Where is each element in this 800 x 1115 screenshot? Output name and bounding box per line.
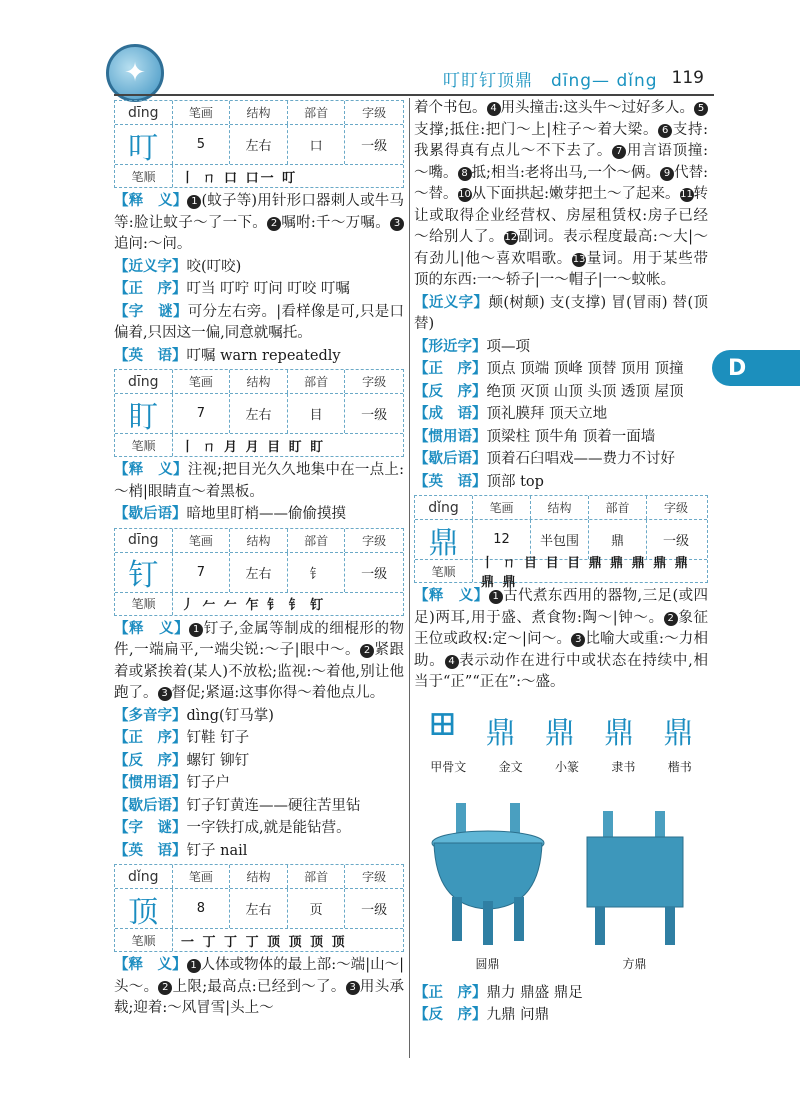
label-radical: 部首 [288, 865, 346, 888]
label-structure: 结构 [230, 370, 288, 393]
definition-text: dìng(钉马掌) [186, 707, 274, 724]
radical-value: 页 [288, 889, 346, 928]
sense-number: 12 [504, 232, 518, 243]
section-tag: 【反 序】 [414, 382, 487, 400]
sense-number: 13 [572, 253, 586, 265]
section-tag: 【歇后语】 [114, 796, 187, 814]
left-column [114, 98, 404, 1103]
section-tag: 【歇后语】 [414, 450, 487, 467]
definition-text: 钉鞋 钉子 [186, 730, 250, 746]
definition-line [414, 448, 708, 471]
level-value: 一级 [361, 566, 388, 582]
page-number: 119 [671, 68, 704, 88]
round-ding-image [428, 797, 548, 947]
definition-text: 暗地里盯梢——偷偷摸摸 [186, 506, 346, 522]
radical-value: 钅 [288, 553, 346, 592]
definition-line [414, 1004, 708, 1027]
definition-text: 1 古代煮东西用的器物,三足(或四足)两耳,用于盛、煮食物:陶～|钟～。 2 象征王位或政权:定～|问～。 3 比喻大或重:～力相助。 4 表示动作在进行中或状态在持续中,相当于“正”“正在”:～盛。 [414, 588, 709, 690]
definition-text: 顶礼膜拜 顶天立地 [486, 406, 608, 422]
sense-number: 1 [187, 959, 201, 973]
stroke-order: 丨 ㄇ 月 月 目 盯 盯 [181, 439, 326, 455]
section-tag: 【多音字】 [114, 706, 187, 724]
definition-text: 1 钉子,金属等制成的细棍形的物件,一端扁平,一端尖锐:～子|眼中～。 2 紧跟着或紧挨着(某人)不放松;监视:～着他,别让他跑了。 3 督促;紧逼:这事你得～着他点儿。 [114, 620, 404, 701]
definition-text: 绝顶 灭顶 山顶 头顶 透顶 屋顶 [486, 383, 684, 400]
section-tag: 【正 序】 [414, 983, 487, 1001]
section-tag: 【英 语】 [414, 472, 487, 490]
label-stroke-order: 笔顺 [115, 593, 173, 615]
sense-number: 2 [360, 644, 374, 658]
page-header [414, 64, 704, 92]
definition-line [414, 426, 708, 449]
section-tag: 【字 谜】 [114, 819, 187, 836]
headword-char: 鼎 [415, 520, 473, 559]
sense-number: 11 [680, 189, 693, 200]
book-logo-icon: ✦ [106, 44, 164, 102]
sense-number: 1 [489, 590, 503, 604]
pinyin: dīng [115, 101, 173, 124]
section-tag: 【释 义】 [114, 956, 187, 973]
script-glyph: 鼎 [544, 715, 575, 751]
character-table [414, 495, 708, 590]
definition-text: 一字铁打成,就是能钻营。 [186, 820, 351, 836]
label-radical: 部首 [589, 496, 647, 519]
stroke-count: 5 [173, 125, 231, 164]
definition-line [414, 98, 708, 292]
column-divider [409, 98, 410, 1058]
radical-value: 目 [288, 394, 346, 433]
definition-line [114, 278, 404, 301]
radical-value: 鼎 [589, 520, 647, 559]
sense-number: 5 [694, 102, 708, 116]
section-tag: 【歇后语】 [114, 505, 187, 522]
sense-number: 7 [612, 145, 626, 159]
label-structure: 结构 [230, 529, 288, 552]
definition-line [414, 292, 708, 336]
sense-number: 3 [390, 217, 404, 231]
definition-text: 1 人体或物体的最上部:～端|山～|头～。 2 上限;最高点:已经到～了。 3 用头承载;迎着:～风冒雪|头上～ [114, 957, 405, 1016]
level-value: 一级 [361, 408, 388, 423]
level-value: 一级 [662, 534, 689, 549]
section-tag: 【英 语】 [114, 346, 187, 364]
definition-line [114, 795, 404, 818]
level-value: 一级 [361, 139, 388, 154]
label-level: 字级 [663, 501, 688, 515]
definition-text: 顶着石臼唱戏——费力不讨好 [486, 451, 675, 467]
label-stroke-order: 笔顺 [115, 165, 173, 187]
label-strokes: 笔画 [173, 101, 231, 124]
definition-line [114, 840, 404, 863]
label-strokes: 笔画 [173, 370, 231, 393]
label-structure: 结构 [230, 865, 288, 888]
definition-line [114, 817, 404, 840]
section-tag: 【惯用语】 [114, 774, 187, 791]
structure-value: 左右 [230, 125, 288, 164]
definition-line [114, 503, 404, 526]
definition-line [114, 954, 404, 1020]
sense-number: 1 [187, 195, 201, 209]
structure-value: 左右 [230, 553, 288, 592]
sense-number: 2 [664, 612, 678, 626]
script-name: 甲骨文 [430, 759, 467, 774]
headword-char: 顶 [115, 889, 173, 928]
definition-line [414, 358, 708, 381]
pinyin: dǐng [115, 865, 173, 888]
label-strokes: 笔画 [173, 865, 231, 888]
definition-line [114, 301, 404, 345]
script-name: 隶书 [611, 759, 636, 774]
definition-line [114, 705, 404, 728]
definition-text: 螺钉 铆钉 [186, 752, 250, 769]
label-level: 字级 [362, 106, 387, 120]
definition-text: 叮嘱 warn repeatedly [186, 347, 341, 364]
definition-text: 注视;把目光久久地集中在一点上:～梢|眼睛直～着黑板。 [114, 462, 404, 500]
definition-line [114, 772, 404, 795]
section-tag: 【反 序】 [114, 751, 187, 769]
definition-line [114, 750, 404, 773]
sense-number: 1 [189, 623, 203, 637]
definition-text: 顶梁柱 顶牛角 顶着一面墙 [486, 428, 656, 445]
script-glyph: 鼎 [663, 715, 694, 751]
label-level: 字级 [362, 375, 387, 389]
section-tag: 【释 义】 [414, 587, 489, 604]
right-column [414, 98, 708, 1103]
definition-line [414, 336, 708, 359]
definition-text: 可分左右旁。|看样像是可,只是口偏着,只因这一偏,同意就嘱托。 [114, 303, 404, 341]
vessel-illustrations [414, 797, 708, 947]
script-glyph: 鼎 [604, 715, 635, 751]
level-value: 一级 [361, 903, 388, 918]
header-title: 叮盯钉顶鼎 dīng— dǐng [442, 70, 658, 91]
sense-number: 2 [267, 217, 281, 231]
sense-number: 9 [660, 167, 674, 181]
section-tag: 【反 序】 [414, 1006, 487, 1023]
label-structure: 结构 [531, 496, 589, 519]
label-stroke-order: 笔顺 [115, 434, 173, 456]
vessel-labels [414, 955, 708, 972]
definition-line [414, 381, 708, 404]
definition-text: 咬(叮咬) [186, 258, 242, 275]
headword-char: 钉 [115, 553, 173, 592]
sense-number: 3 [346, 981, 360, 995]
definition-line [114, 345, 404, 368]
stroke-order: 丿 𠂉 𠂉 乍 钅 钅 钉 [181, 598, 326, 613]
definition-text: 顶点 顶端 顶峰 顶替 顶用 顶撞 [486, 361, 684, 377]
definition-text: 钉子户 [186, 775, 230, 791]
label-level: 字级 [362, 870, 387, 884]
sense-number: 3 [571, 633, 585, 647]
vessel-name: 方鼎 [622, 956, 647, 971]
definition-line [414, 403, 708, 426]
script-glyph: 𐌎 [428, 707, 457, 743]
definition-text: 叮当 叮咛 叮问 叮咬 叮嘱 [186, 281, 350, 297]
character-table [114, 864, 404, 952]
definition-line [114, 727, 404, 750]
definition-line [114, 256, 404, 279]
pinyin: dīng [115, 529, 173, 552]
square-ding-image [575, 807, 695, 947]
sense-number: 3 [158, 687, 172, 701]
sense-number: 4 [487, 102, 501, 116]
structure-value: 左右 [230, 889, 288, 928]
label-stroke-order: 笔顺 [115, 929, 173, 951]
sense-number: 2 [158, 981, 172, 995]
label-strokes: 笔画 [473, 496, 531, 519]
section-tag: 【成 语】 [414, 405, 487, 422]
definition-line [114, 190, 404, 256]
section-tag: 【正 序】 [114, 729, 187, 746]
sense-number: 8 [458, 167, 472, 181]
sense-number: 10 [458, 189, 471, 200]
label-stroke-order: 笔顺 [415, 560, 473, 582]
stroke-order: 丨 ㄇ 目 目 目 鼎 鼎 鼎 鼎 鼎 鼎 鼎 [481, 556, 690, 590]
character-table [114, 100, 404, 188]
section-tag: 【正 序】 [414, 360, 487, 377]
stroke-count: 8 [173, 889, 231, 928]
section-tag: 【近义字】 [414, 293, 489, 311]
vessel-name: 圆鼎 [475, 956, 500, 971]
definition-line [114, 459, 404, 503]
definition-text: 颠(树颠) 支(支撑) 冒(冒雨) 替(顶替) [414, 294, 708, 332]
definition-text: 鼎力 鼎盛 鼎足 [486, 984, 583, 1001]
character-table [114, 369, 404, 457]
label-radical: 部首 [288, 370, 346, 393]
definition-text: 钉子 nail [186, 842, 248, 859]
definition-text: 九鼎 问鼎 [486, 1007, 550, 1023]
label-radical: 部首 [288, 101, 346, 124]
stroke-count: 7 [173, 394, 231, 433]
label-level: 字级 [362, 533, 387, 548]
script-name: 楷书 [667, 759, 692, 774]
stroke-order: 丨 ㄇ 口 口一 叮 [181, 170, 298, 186]
character-table [114, 528, 404, 616]
header-rule [114, 94, 714, 96]
section-tag: 【释 义】 [114, 619, 190, 637]
stroke-count: 12 [473, 520, 531, 559]
letter-index-tab[interactable]: D [712, 350, 800, 386]
definition-text: 项—项 [486, 338, 530, 355]
section-tag: 【近义字】 [114, 257, 187, 275]
definition-line [114, 618, 404, 705]
section-tag: 【英 语】 [114, 841, 187, 859]
definition-text: 钉子钉黄连——硬往苦里钻 [186, 797, 361, 814]
script-labels [414, 758, 708, 775]
definition-text: 1 (蚊子等)用针形口器刺人或牛马等:脸让蚊子～了一下。 2 嘱咐:千～万嘱。 3追问:～问。 [114, 193, 404, 252]
label-radical: 部首 [288, 529, 346, 552]
script-name: 金文 [498, 759, 523, 774]
definition-line [414, 982, 708, 1005]
pinyin: dǐng [415, 496, 473, 519]
definition-text: 着个书包。 4 用头撞击:这头牛～过好多人。 5支撑;抵住:把门～上|柱子～着大梁。 6 支持:我累得真有点儿～不下去了。 7 用言语顶撞:～嘴。 8 抵;相当:老将出马,一个～俩。 9 代替:～替。10从下面拱起:嫩芽把土～了起来。11转让或取得企业经营权、房屋租赁权:房子已经～给别人了。12副词。表示程度最高:～大|～有劲儿|他～喜欢唱歌。13量词。用于某些带顶的东西:一～轿子|一～帽子|一～蚊帐。 [414, 100, 709, 288]
definition-line [414, 585, 708, 694]
sense-number: 4 [445, 655, 459, 669]
stroke-count: 7 [173, 553, 231, 592]
pinyin: dīng [115, 370, 173, 393]
section-tag: 【释 义】 [114, 192, 188, 209]
script-evolution [414, 708, 708, 752]
section-tag: 【形近字】 [414, 337, 487, 355]
sense-number: 6 [658, 124, 672, 138]
headword-char: 叮 [115, 125, 173, 164]
definition-line [414, 471, 708, 494]
structure-value: 半包围 [531, 520, 589, 559]
radical-value: 口 [288, 125, 346, 164]
section-tag: 【字 谜】 [114, 302, 188, 320]
section-tag: 【正 序】 [114, 280, 187, 297]
script-name: 小篆 [554, 759, 579, 774]
stroke-order: 一 丁 丁 丁 顶 顶 顶 顶 [181, 934, 347, 950]
structure-value: 左右 [230, 394, 288, 433]
section-tag: 【释 义】 [114, 461, 188, 478]
definition-text: 顶部 top [486, 473, 544, 490]
label-structure: 结构 [230, 101, 288, 124]
headword-char: 盯 [115, 394, 173, 433]
label-strokes: 笔画 [173, 529, 231, 552]
script-glyph: 鼎 [485, 715, 516, 751]
section-tag: 【惯用语】 [414, 427, 487, 445]
